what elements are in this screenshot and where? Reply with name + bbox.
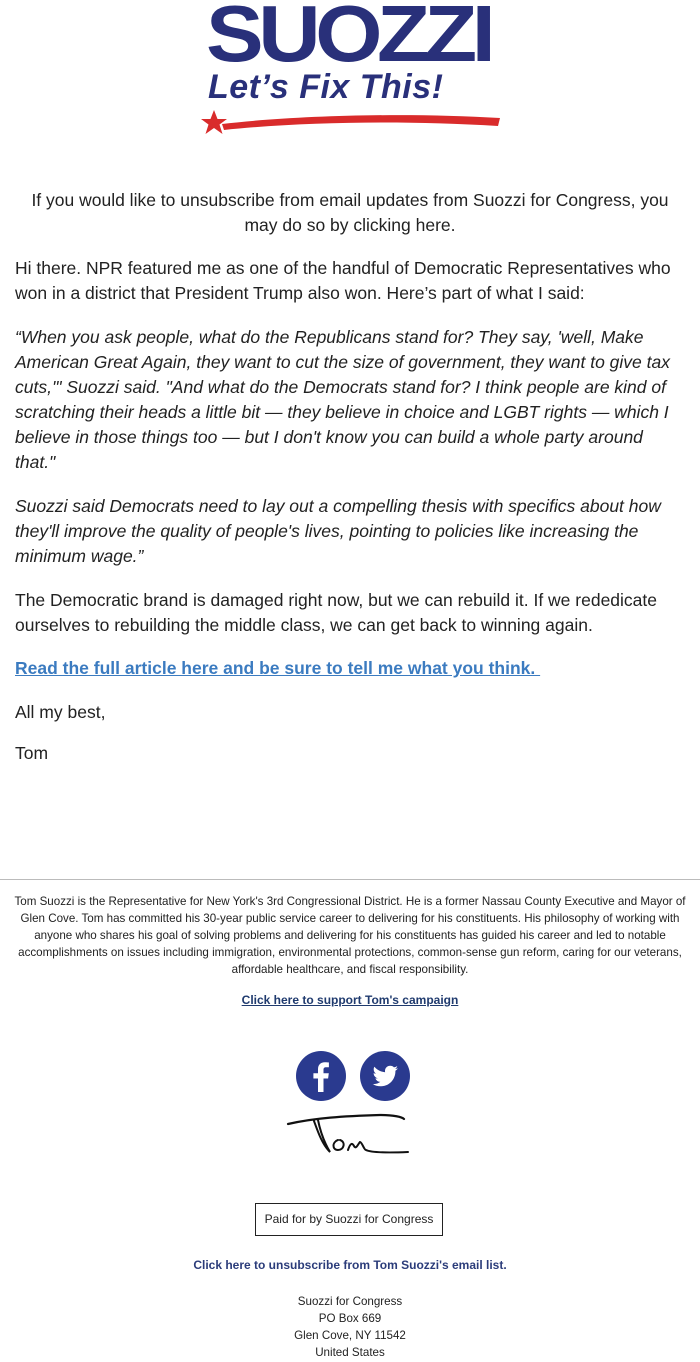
closing-paragraph: The Democratic brand is damaged right now, but we can rebuild it. If we rededicate ourselves to rebuilding the middle class, we can get back to winning again. <box>15 590 658 635</box>
sender-name: Tom <box>15 743 49 763</box>
support-campaign-link[interactable]: Click here to support Tom's campaign <box>241 993 459 1007</box>
address-line: PO Box 669 <box>318 1312 382 1325</box>
read-article-link[interactable]: Read the full article here and be sure to tell me what you think. <box>15 658 541 678</box>
suozzi-logo <box>200 0 502 140</box>
mailing-address <box>0 1293 700 1361</box>
unsubscribe-top-link[interactable]: If you would like to unsubscribe from email updates from Suozzi for Congress, you may do so by clicking here. <box>31 190 669 235</box>
unsubscribe-bottom-link[interactable]: Click here to unsubscribe from Tom Suozzi's email list. <box>193 1258 507 1272</box>
star-swoosh-icon <box>200 104 502 138</box>
footer-divider <box>0 879 700 880</box>
signoff: All my best, <box>15 702 106 722</box>
facebook-icon[interactable] <box>296 1051 346 1101</box>
intro-paragraph: Hi there. NPR featured me as one of the handful of Democratic Representatives who won in a district that President Trump also won. Here’s part of what I said: <box>15 258 671 303</box>
address-line: United States <box>315 1346 385 1359</box>
logo-tagline: Let’s Fix This! <box>208 68 444 106</box>
npr-quote-paragraph: “When you ask people, what do the Republicans stand for? They say, 'well, Make American Great Again, they want to cut the size of government, they want to give tax cuts,'" Suozzi said. "And what do the Democrats stand for? I think people are kind of scratching their heads a little bit — they believe in choice and LGBT rights — which I believe in those things too — but I don't know you can build a whole party around that." <box>15 327 670 472</box>
npr-quote-summary: Suozzi said Democrats need to lay out a compelling thesis with specifics about how they'll improve the quality of people's lives, pointing to policies like increasing the minimum wage.” <box>15 496 661 566</box>
paid-for-disclaimer: Paid for by Suozzi for Congress <box>255 1203 443 1236</box>
twitter-icon[interactable] <box>360 1051 410 1101</box>
logo-wordmark: SUOZZI <box>206 0 491 78</box>
signature-image <box>284 1110 414 1162</box>
address-line: Suozzi for Congress <box>297 1295 403 1308</box>
address-line: Glen Cove, NY 11542 <box>294 1329 406 1342</box>
footer-bio: Tom Suozzi is the Representative for New York's 3rd Congressional District. He is a former Nassau County Executive and Mayor of Glen Cove. Tom has committed his 30-year public service career to delivering for his constituents. His philosophy of working with anyone who shares his goal of solving problems and delivering for his constituents has guided his career and led to notable accomplishments on issues including immigration, environmental protections, common-sense gun reform, caring for our veterans, affordable healthcare, and fiscal responsibility. <box>14 895 686 976</box>
